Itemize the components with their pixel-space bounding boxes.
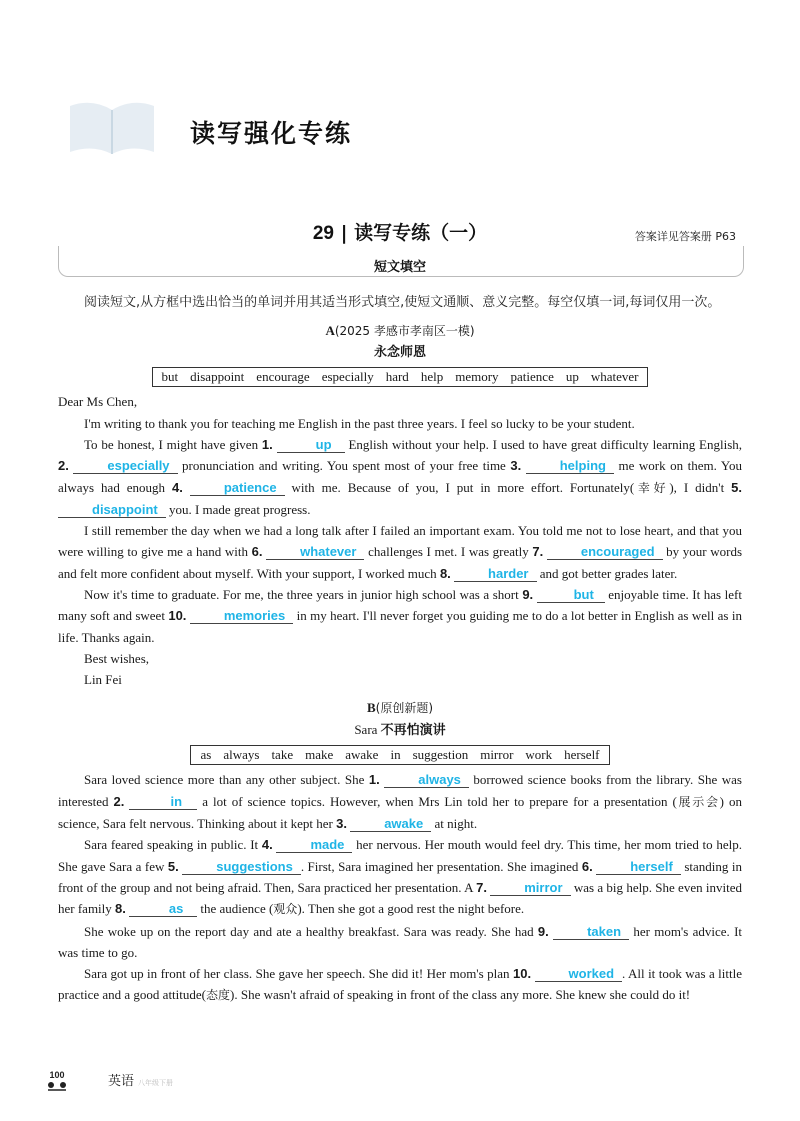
answer-blank: in	[129, 794, 197, 810]
word-box-item: take	[271, 747, 294, 763]
blank-number: 1.	[368, 772, 380, 788]
answer-blank: memories	[190, 608, 293, 624]
blank-number: 2.	[58, 458, 69, 474]
word-box-item: make	[305, 747, 334, 763]
part-b-heading	[58, 697, 742, 719]
word-box-item: up	[565, 369, 579, 385]
exercise-content	[58, 292, 742, 1007]
part-b-title: Sara 不再怕演讲	[354, 721, 446, 738]
open-book-icon	[62, 96, 162, 156]
paragraph: To be honest, I might have given 1. up English without your help. I used to have great difficulty learning English, 2. especially pronunciation and writing. You spent most of your free time 3. helping me work on them. You always had enough 4. patience with me. Because of you, I put in more effort. Fortunately(幸好), I didn't 5. disappoint you. I made great progress.	[58, 436, 743, 517]
answer-blank: disappoint	[58, 502, 166, 518]
paragraph: She woke up on the report day and ate a healthy breakfast. Sara was ready. She had 9. taken her mom's advice. It was time to go.	[58, 923, 743, 960]
word-box-item: but	[161, 369, 179, 385]
publisher-logo-icon	[44, 1068, 70, 1092]
word-box-item: patience	[510, 369, 554, 385]
blank-number: 8.	[439, 565, 451, 581]
answer-reference: 答案详见答案册 P63	[634, 230, 736, 243]
blank-number: 2.	[113, 793, 125, 809]
part-a-title: 永念师恩	[373, 344, 426, 360]
word-box-item: especially	[321, 369, 374, 385]
word-box-item: awake	[345, 747, 379, 763]
blank-number: 7.	[476, 879, 487, 895]
part-a-heading	[58, 320, 742, 342]
answer-blank: worked	[535, 966, 623, 982]
blank-number: 3.	[336, 816, 347, 832]
letter-closing: Best wishes,	[84, 650, 149, 666]
word-box-item: disappoint	[190, 369, 245, 385]
word-box-item: work	[525, 747, 553, 763]
blank-number: 4.	[172, 479, 183, 495]
blank-number: 3.	[510, 458, 522, 474]
paragraph: Now it's time to graduate. For me, the three years in junior high school was a short 9. but enjoyable time. It has left many soft and sweet 10. memories in my heart. I'll never forget you guiding me to do a lot better in English as well as in life. Thanks again.	[58, 587, 742, 645]
blank-number: 10.	[168, 608, 187, 624]
answer-blank: harder	[454, 566, 536, 582]
paragraph: Sara loved science more than any other subject. She 1. always borrowed science books from the library. She was interested 2. in a lot of science topics. However, when Mrs Lin told her to prepare for a presentation (展示会) on science, Sara felt nervous. Thinking about it kept her 3. awake at night.	[58, 772, 742, 832]
answer-blank: up	[277, 437, 345, 453]
answer-blank: herself	[596, 859, 681, 875]
blank-number: 4.	[261, 837, 273, 853]
part-a-source: (2025 孝感市孝南区一模)	[334, 323, 475, 338]
blank-number: 6.	[581, 858, 593, 874]
blank-number: 7.	[532, 544, 544, 560]
part-a-label: A	[325, 322, 335, 338]
blank-number: 8.	[115, 901, 126, 917]
answer-blank: made	[276, 837, 352, 853]
word-box-item: hard	[385, 369, 409, 385]
letter-greeting: Dear Ms Chen,	[58, 394, 138, 410]
subject-label: 英语 八年级下册	[108, 1074, 174, 1089]
paragraph: Sara got up in front of her class. She gave her speech. She did it! Her mom's plan 10. worked . All it took was a little practice and a good attitude(态度). She wasn't afraid of speaking in front of the class any more. She knew she could do it!	[58, 966, 743, 1003]
answer-blank: encouraged	[547, 544, 663, 560]
letter-signature: Lin Fei	[84, 672, 122, 688]
answer-blank: helping	[526, 458, 614, 474]
blank-number: 9.	[537, 923, 549, 939]
part-b-label: B	[366, 699, 376, 715]
answer-blank: taken	[553, 924, 629, 940]
blank-number: 5.	[167, 858, 179, 874]
word-box-item: suggestion	[412, 747, 469, 763]
answer-blank: whatever	[266, 544, 364, 560]
logo-text: 100	[49, 1070, 65, 1080]
answer-blank: mirror	[490, 880, 570, 896]
blank-number: 10.	[512, 966, 532, 982]
part-b-source: (原创新题)	[375, 700, 434, 715]
answer-blank: especially	[73, 458, 177, 474]
paragraph: I still remember the day when we had a long talk after I failed an important exam. You told me not to lose heart, and that you were willing to give me a hand with 6. whatever challenges I met. I was greatly 7. encouraged by your words and felt more confident about myself. With your support, I worked much 8. harder and got better grades later.	[58, 523, 743, 581]
blank-number: 6.	[251, 544, 263, 560]
lesson-title-text: 读写专练（一）	[354, 222, 488, 244]
word-box-item: encourage	[256, 369, 310, 385]
paragraph: I'm writing to thank you for teaching me English in the past three years. I feel so lucky to be your student.	[84, 415, 635, 431]
instructions: 阅读短文,从方框中选出恰当的单词并用其适当形式填空,使短文通顺、意义完整。每空仅填一词,每词仅用一次。	[84, 295, 721, 310]
answer-blank: suggestions	[182, 859, 301, 875]
lesson-number: 29	[312, 223, 334, 244]
answer-blank: as	[129, 901, 197, 917]
answer-blank: awake	[350, 816, 431, 832]
word-box-item: always	[223, 747, 260, 763]
word-box-item: memory	[455, 369, 499, 385]
word-box-item: help	[420, 369, 444, 385]
lesson-subtitle: 短文填空	[373, 260, 426, 275]
word-box-item: in	[390, 747, 401, 763]
word-box-item: herself	[564, 747, 600, 763]
section-title: 读写强化专练	[190, 119, 353, 148]
paragraph: Sara feared speaking in public. It 4. made her nervous. Her mouth would feel dry. This time, her mom tried to help. She gave Sara a few 5. suggestions . First, Sara imagined her presentation. She imagined 6. herself standing in front of the group and not being afraid. Then, Sara practiced her presentation. A 7. mirror was a big help. She even invited her family 8. as the audience (观众). Then she got a good rest the night before.	[58, 837, 743, 917]
answer-blank: always	[384, 772, 469, 788]
word-box-item: as	[200, 747, 212, 763]
word-box-item: whatever	[590, 369, 639, 385]
word-box-b	[190, 745, 609, 765]
blank-number: 9.	[522, 587, 534, 603]
word-box-a	[152, 367, 649, 387]
answer-blank: patience	[190, 480, 285, 496]
lesson-header	[58, 218, 742, 280]
blank-number: 1.	[261, 436, 273, 452]
answer-blank: but	[537, 587, 605, 603]
faint-text: 八年级下册	[138, 1079, 174, 1087]
lesson-separator: |	[340, 222, 348, 244]
blank-number: 5.	[731, 479, 743, 495]
word-box-item: mirror	[480, 747, 514, 763]
